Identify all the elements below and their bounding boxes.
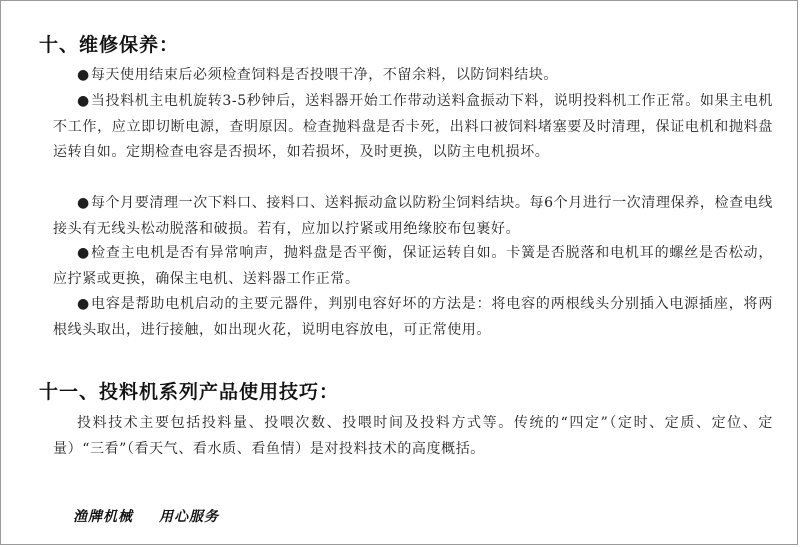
bullet-icon: ● [77, 296, 91, 312]
maintenance-item-2 [53, 89, 773, 166]
footer-tagline [73, 506, 219, 526]
bullet-icon: ● [77, 195, 90, 211]
maintenance-item-text: 电容是帮助电机启动的主要元器件，判别电容好坏的方法是：将电容的两根线头分别插入电源插座，将两根线头取出，进行接触，如出现火花，说明电容放电，可正常使用。 [53, 296, 773, 338]
maintenance-item-text: 检查主电机是否有异常响声，抛料盘是否平衡，保证运转自如。卡簧是否脱落和电机耳的螺丝是否松动，应拧紧或更换，确保主电机、送料器工作正常。 [53, 245, 773, 287]
section-heading-maintenance: 十、维修保养： [39, 34, 180, 56]
maintenance-item-text: 当投料机主电机旋转3-5秒钟后，送料器开始工作带动送料盒振动下料，说明投料机工作正常。如果主电机不工作，应立即切断电源，查明原因。检查抛料盘是否卡死，出料口被饲料堵塞要及时清理，保证电机和抛料盘运转自如。定期检查电容是否损坏，如若损坏，及时更换，以防主电机损坏。 [53, 93, 773, 160]
maintenance-item-5 [53, 292, 773, 343]
maintenance-item-1 [53, 63, 773, 89]
maintenance-item-text: 每个月要清理一次下料口、接料口、送料振动盒以防粉尘饲料结块。每6个月进行一次清理保养，检查电线接头有无线头松动脱落和破损。若有，应加以拧紧或用绝缘胶布包裹好。 [53, 195, 773, 237]
usage-tips-text: 投料技术主要包括投料量、投喂次数、投喂时间及投料方式等。传统的“四定”（定时、定质、定位、定量）“三看”（看天气、看水质、看鱼情）是对投料技术的高度概括。 [53, 415, 773, 457]
maintenance-item-4 [53, 241, 773, 292]
section-heading-usage-tips: 十一、投料机系列产品使用技巧： [39, 381, 340, 403]
bullet-icon: ● [77, 93, 90, 109]
maintenance-item-3 [53, 191, 773, 242]
usage-tips-paragraph [53, 411, 773, 462]
bullet-icon: ● [77, 67, 90, 83]
brand-name: 渔牌机械 [73, 509, 133, 525]
bullet-icon: ● [77, 245, 91, 261]
maintenance-item-text: 每天使用结束后必须检查饲料是否投喂干净，不留余料，以防饲料结块。 [90, 67, 559, 83]
slogan: 用心服务 [159, 509, 219, 525]
